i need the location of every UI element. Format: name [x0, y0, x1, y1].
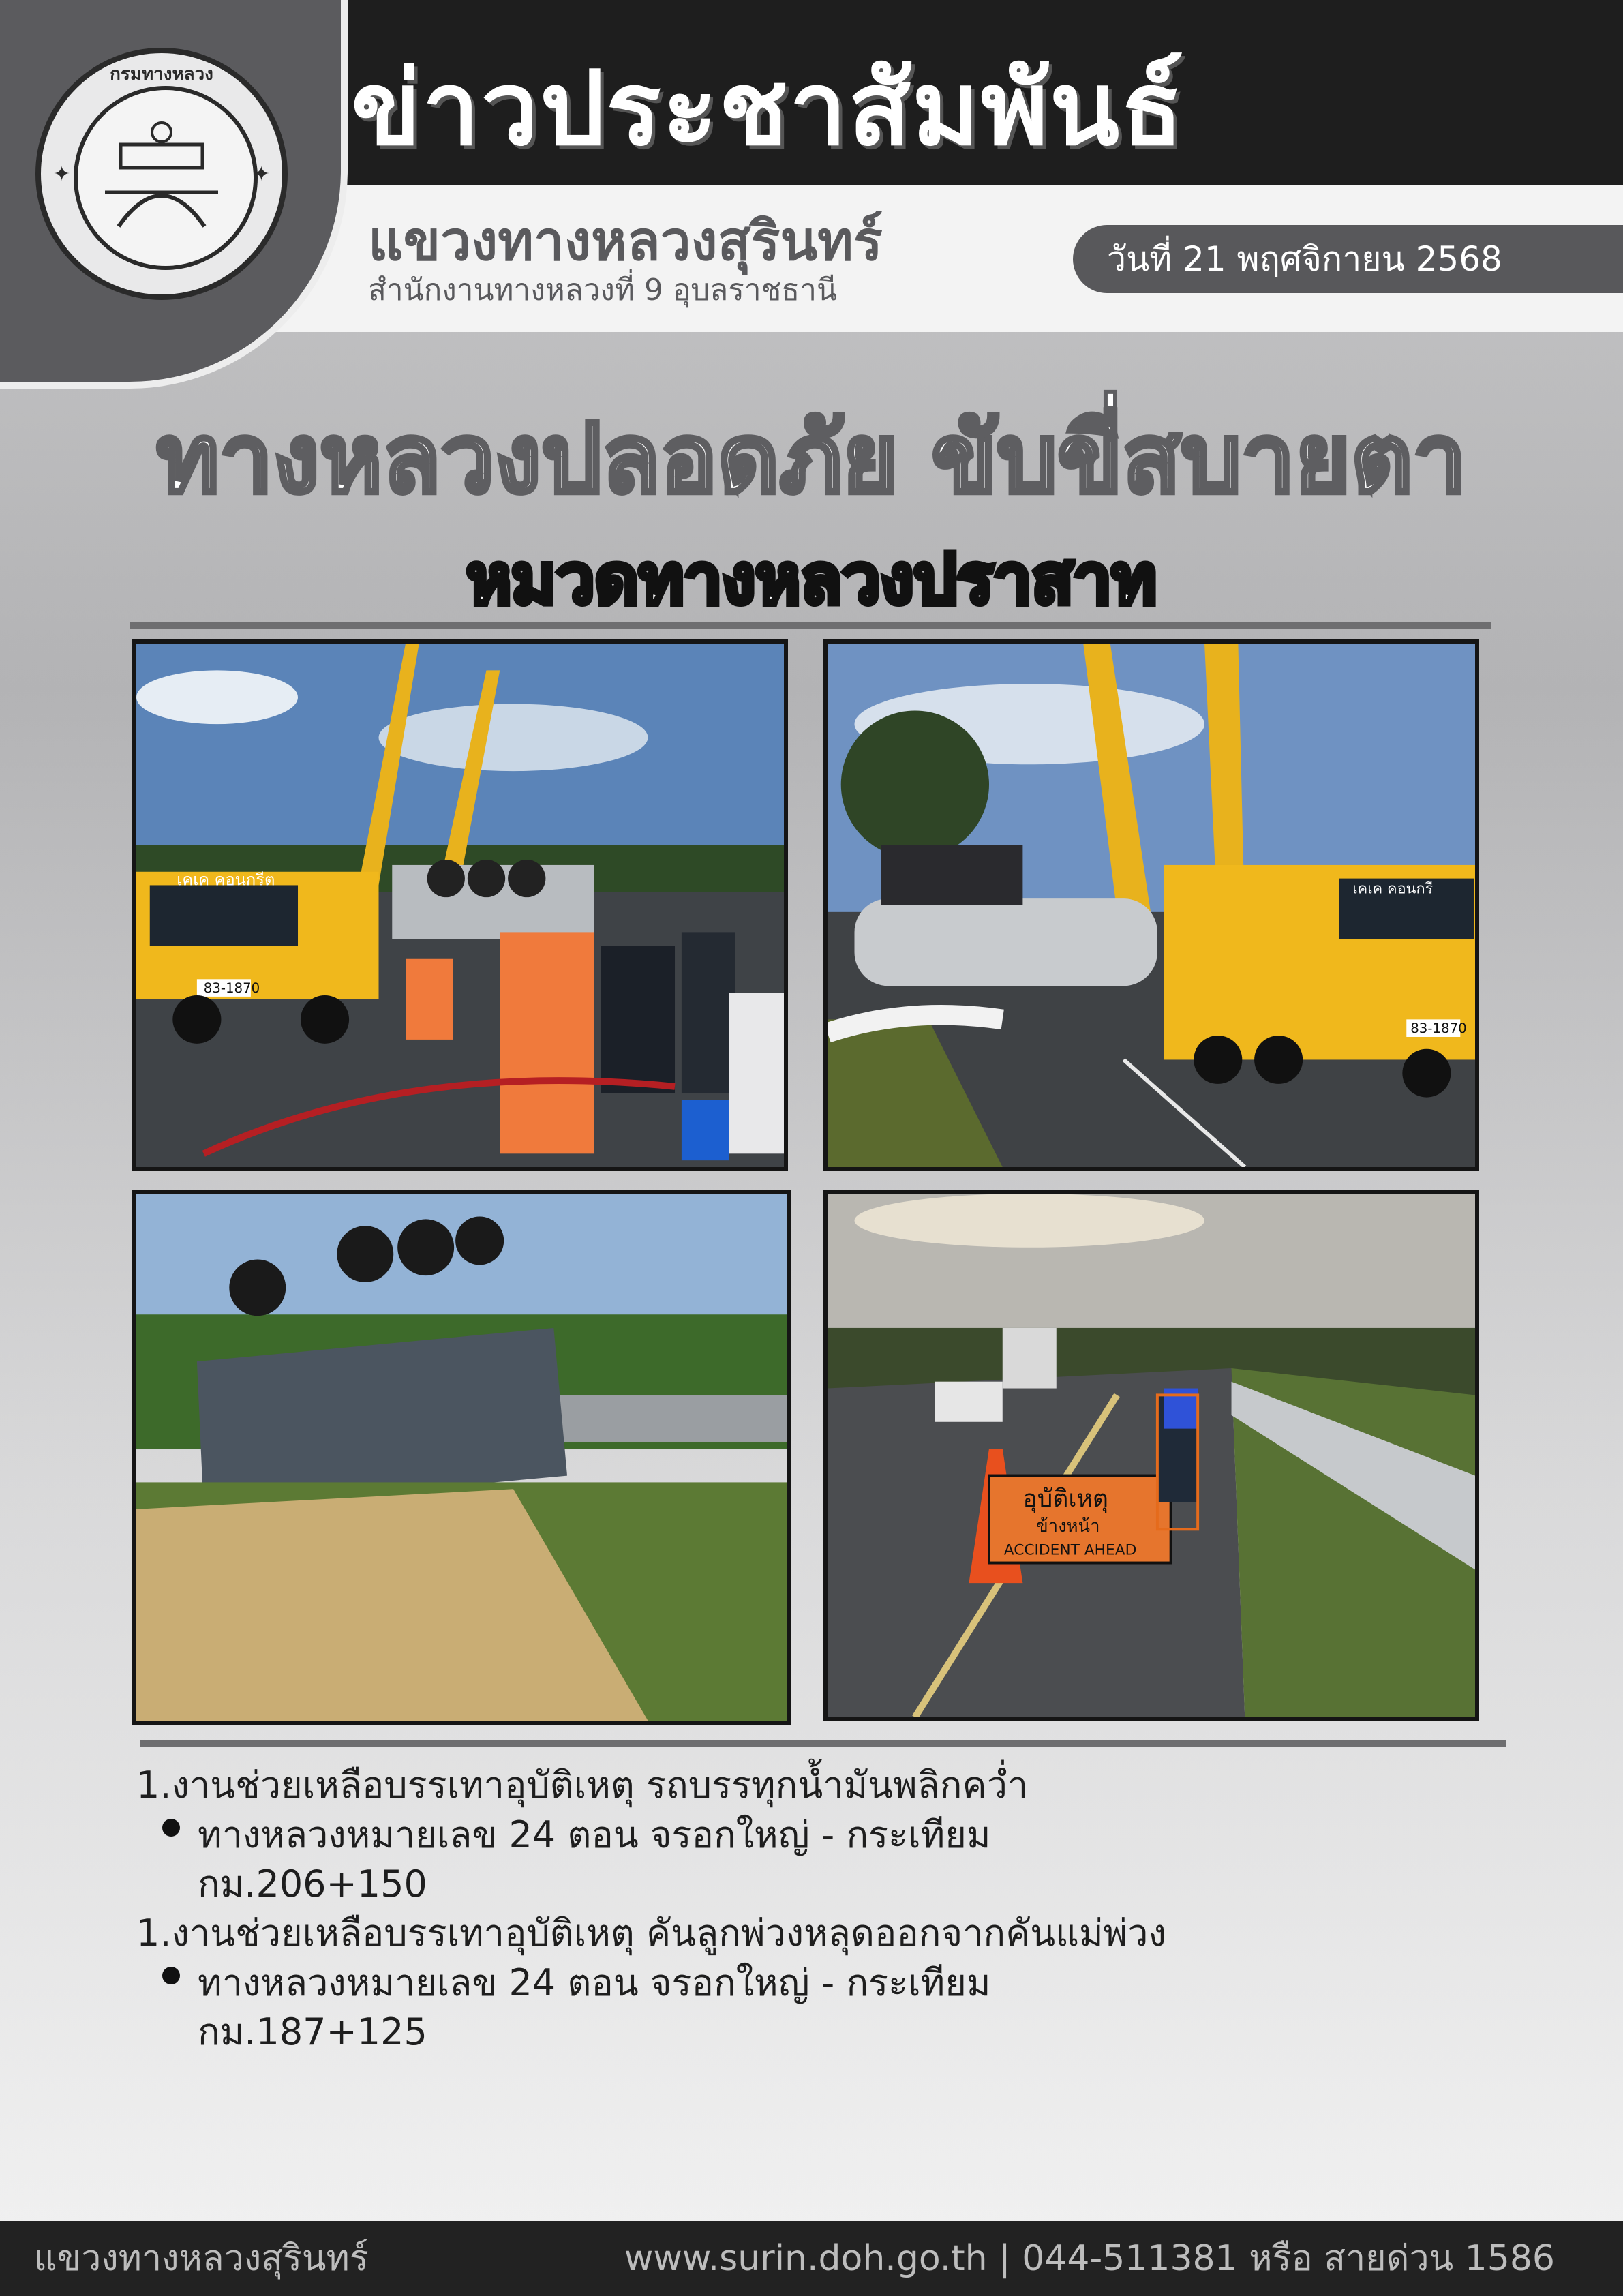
seal-star-icon: ✦: [53, 162, 71, 186]
bullet-icon: [162, 1819, 180, 1837]
item1-bullet-line1: ทางหลวงหมายเลข 24 ตอน จรอกใหญ่ - กระเทียม: [198, 1813, 991, 1856]
truck-label: เคเค คอนกรี: [1352, 880, 1434, 898]
headline: ทางหลวงปลอดภัย ขับขี่สบายตา: [156, 404, 1467, 515]
date-badge: วันที่ 21 พฤศจิกายน 2568: [1073, 225, 1623, 293]
department-seal-logo: [35, 48, 288, 300]
sign-line1: อุบัติเหตุ: [1022, 1484, 1109, 1513]
item1-heading: 1.งานช่วยเหลือบรรเทาอุบัติเหตุ รถบรรทุกน้ำมันพลิกคว่ำ: [136, 1764, 1029, 1807]
bullet-icon: [162, 1967, 180, 1984]
footer-office: แขวงทางหลวงสุรินทร์: [34, 2238, 369, 2279]
unit-title: หมวดทางหลวงปราสาท: [466, 539, 1157, 619]
sign-line2: ข้างหน้า: [1036, 1516, 1100, 1537]
seal-text: กรมทางหลวง: [110, 64, 213, 85]
item2-heading: 1.งานช่วยเหลือบรรเทาอุบัติเหตุ คันลูกพ่วงหลุดออกจากคันแม่พ่วง: [136, 1912, 1166, 1954]
page-title: ข่าวประชาสัมพันธ์: [351, 50, 1185, 168]
photo-crane-tanker: [823, 639, 1479, 1171]
office-name: แขวงทางหลวงสุรินทร์: [368, 209, 883, 273]
item2-bullet-line1: ทางหลวงหมายเลข 24 ตอน จรอกใหญ่ - กระเทียม: [198, 1961, 991, 2004]
photo-accident-sign: [823, 1190, 1479, 1721]
item2-bullet-line2: กม.187+125: [198, 2010, 427, 2053]
plate-label: 83-1870: [203, 980, 260, 996]
photo-crane-firefighters: [132, 639, 788, 1171]
divider: [130, 622, 1491, 629]
sign-line3: ACCIDENT AHEAD: [1003, 1541, 1137, 1559]
divider: [140, 1740, 1506, 1747]
plate-label: 83-1870: [1410, 1021, 1467, 1037]
seal-star-icon: ✦: [252, 162, 270, 186]
truck-label: เคเค คอนกรีต: [177, 870, 275, 890]
footer-contact: www.surin.doh.go.th | 044-511381 หรือ สายด่วน 1586: [624, 2238, 1555, 2279]
item1-bullet-line2: กม.206+150: [198, 1862, 427, 1905]
suboffice-name: สำนักงานทางหลวงที่ 9 อุบลราชธานี: [368, 273, 838, 307]
seal-emblem: [74, 86, 258, 270]
photo-overturned-trailer: [132, 1190, 791, 1725]
